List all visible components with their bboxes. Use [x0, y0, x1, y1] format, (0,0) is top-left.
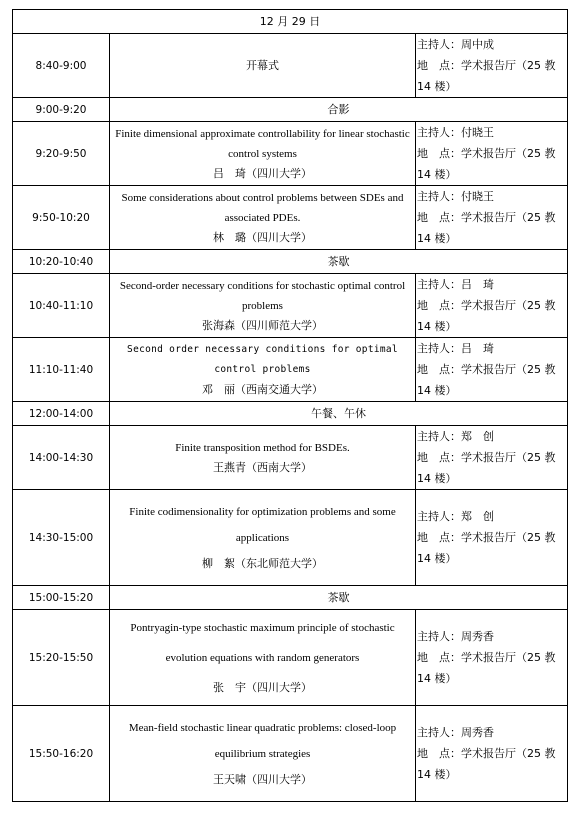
break-label: 茶歇 [110, 586, 568, 610]
time-cell: 8:40-9:00 [13, 34, 110, 98]
talk-title: Mean-field stochastic linear quadratic problems: closed-loop equilibrium strategies [128, 721, 397, 760]
place-line-1: 地 点：学术报告厅（25 教 [417, 147, 556, 160]
break-row [13, 402, 568, 426]
talk-speaker: 邓 丽（西南交通大学） [202, 382, 323, 396]
time-cell: 15:50-16:20 [13, 706, 110, 802]
place-line-1: 地 点：学术报告厅（25 教 [417, 531, 556, 544]
break-row [13, 98, 568, 122]
talk-cell [110, 706, 416, 802]
place-line-1: 地 点：学术报告厅（25 教 [417, 211, 556, 224]
host-cell [416, 706, 568, 802]
place-line-2: 14 楼） [417, 552, 457, 565]
host-cell [416, 122, 568, 186]
session-row [13, 426, 568, 490]
place-line-2: 14 楼） [417, 672, 457, 685]
talk-speaker: 张海森（四川师范大学） [202, 318, 323, 332]
host-cell [416, 186, 568, 250]
host-cell [416, 34, 568, 98]
host-name: 主持人：周秀香 [417, 630, 494, 643]
host-name: 主持人：吕 琦 [417, 342, 494, 355]
place-line-2: 14 楼） [417, 80, 457, 93]
break-label: 午餐、午休 [110, 402, 568, 426]
talk-cell [110, 186, 416, 250]
host-cell [416, 338, 568, 402]
place-line-1: 地 点：学术报告厅（25 教 [417, 451, 556, 464]
talk-title: Some considerations about control problems between SDEs and associated PDEs. [121, 191, 404, 224]
session-row [13, 706, 568, 802]
host-cell [416, 274, 568, 338]
talk-title: Second order necessary conditions for optimal control problems [127, 343, 398, 375]
session-row [13, 186, 568, 250]
session-row [13, 34, 568, 98]
talk-cell [110, 34, 416, 98]
host-name: 主持人：周中成 [417, 38, 494, 51]
place-line-1: 地 点：学术报告厅（25 教 [417, 59, 556, 72]
talk-title: Finite dimensional approximate controllability for linear stochastic control systems [115, 127, 410, 160]
talk-speaker: 张 宇（四川大学） [213, 680, 312, 694]
host-name: 主持人：周秀香 [417, 726, 494, 739]
talk-speaker: 王燕青（西南大学） [213, 460, 312, 474]
place-line-2: 14 楼） [417, 320, 457, 333]
place-line-1: 地 点：学术报告厅（25 教 [417, 299, 556, 312]
date-header-row [13, 10, 568, 34]
talk-title: 开幕式 [246, 59, 279, 72]
time-cell: 12:00-14:00 [13, 402, 110, 426]
date-header [13, 10, 568, 34]
session-row [13, 122, 568, 186]
break-row [13, 586, 568, 610]
talk-cell [110, 610, 416, 706]
schedule-table [12, 9, 568, 802]
talk-cell [110, 274, 416, 338]
place-line-2: 14 楼） [417, 768, 457, 781]
talk-title: Finite codimensionality for optimization problems and some applications [129, 505, 396, 544]
talk-cell [110, 490, 416, 586]
place-line-2: 14 楼） [417, 232, 457, 245]
talk-cell [110, 426, 416, 490]
session-row [13, 490, 568, 586]
talk-title: Second-order necessary conditions for stochastic optimal control problems [119, 279, 406, 312]
time-cell: 10:20-10:40 [13, 250, 110, 274]
session-row [13, 274, 568, 338]
place-line-1: 地 点：学术报告厅（25 教 [417, 363, 556, 376]
time-cell: 14:00-14:30 [13, 426, 110, 490]
talk-speaker: 林 璐（四川大学） [213, 230, 312, 244]
break-label: 茶歇 [110, 250, 568, 274]
time-cell: 9:00-9:20 [13, 98, 110, 122]
time-cell: 10:40-11:10 [13, 274, 110, 338]
break-label: 合影 [110, 98, 568, 122]
time-cell: 9:20-9:50 [13, 122, 110, 186]
host-cell [416, 490, 568, 586]
host-name: 主持人：郑 创 [417, 510, 494, 523]
host-cell [416, 610, 568, 706]
session-row [13, 338, 568, 402]
break-row [13, 250, 568, 274]
talk-speaker: 柳 絮（东北师范大学） [202, 556, 323, 570]
talk-title: Pontryagin-type stochastic maximum principle of stochastic evolution equations with random generators [130, 621, 395, 664]
time-cell: 9:50-10:20 [13, 186, 110, 250]
session-row [13, 610, 568, 706]
host-name: 主持人：吕 琦 [417, 278, 494, 291]
host-name: 主持人：郑 创 [417, 430, 494, 443]
place-line-2: 14 楼） [417, 384, 457, 397]
talk-speaker: 王天啸（四川大学） [213, 772, 312, 786]
talk-title: Finite transposition method for BSDEs. [175, 441, 350, 454]
time-cell: 11:10-11:40 [13, 338, 110, 402]
time-cell: 15:00-15:20 [13, 586, 110, 610]
place-line-1: 地 点：学术报告厅（25 教 [417, 747, 556, 760]
talk-cell [110, 338, 416, 402]
time-cell: 14:30-15:00 [13, 490, 110, 586]
talk-speaker: 吕 琦（四川大学） [213, 166, 312, 180]
place-line-1: 地 点：学术报告厅（25 教 [417, 651, 556, 664]
host-name: 主持人：付晓王 [417, 190, 494, 203]
host-name: 主持人：付晓王 [417, 126, 494, 139]
place-line-2: 14 楼） [417, 472, 457, 485]
date-text: 12 月 29 日 [259, 14, 321, 28]
host-cell [416, 426, 568, 490]
time-cell: 15:20-15:50 [13, 610, 110, 706]
talk-cell [110, 122, 416, 186]
place-line-2: 14 楼） [417, 168, 457, 181]
